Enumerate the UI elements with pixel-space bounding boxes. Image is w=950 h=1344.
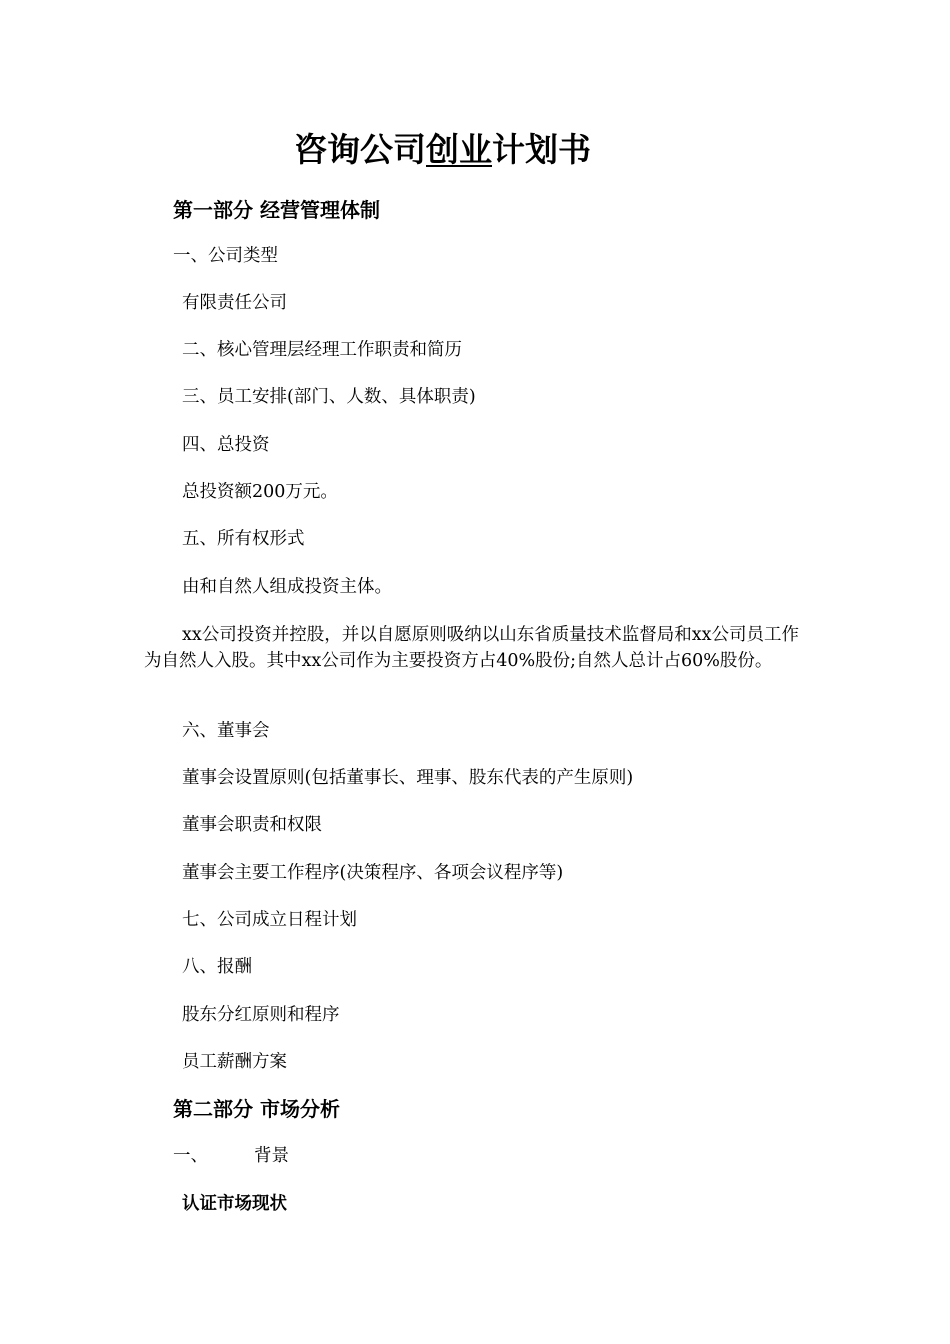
section-staff-arrangement: 三、员工安排(部门、人数、具体职责) (182, 387, 476, 407)
title-underlined-word: 创业 (426, 130, 492, 169)
total-investment-value: 总投资额200万元。 (182, 482, 338, 502)
section-schedule: 七、公司成立日程计划 (182, 910, 357, 930)
ownership-paragraph: xx公司投资并控股，并以自愿原则吸纳以山东省质量技术监督局和xx公司员工作为自然人入股。其中xx公司作为主要投资方占40%股份;自然人总计占60%股份。 (144, 625, 799, 671)
section-remuneration: 八、报酬 (182, 957, 252, 977)
ownership-form-value: 由和自然人组成投资主体。 (182, 577, 392, 597)
section-background (173, 1144, 289, 1168)
title-suffix: 计划书 (492, 130, 591, 169)
board-procedures: 董事会主要工作程序(决策程序、各项会议程序等) (182, 863, 564, 883)
subheading-market-status: 认证市场现状 (182, 1194, 287, 1214)
section-company-type: 一、公司类型 (173, 246, 278, 266)
salary-plan: 员工薪酬方案 (182, 1052, 287, 1072)
section-ownership-form: 五、所有权形式 (182, 529, 305, 549)
part1-heading: 第一部分 经营管理体制 (173, 198, 380, 222)
part2-heading: 第二部分 市场分析 (173, 1097, 340, 1121)
section-background-title: 背景 (254, 1146, 289, 1166)
board-duties: 董事会职责和权限 (182, 815, 322, 835)
section-total-investment: 四、总投资 (182, 435, 270, 455)
document-title (0, 126, 885, 174)
dividend-principles: 股东分红原则和程序 (182, 1005, 340, 1025)
section-background-number: 一、 (173, 1146, 208, 1166)
section-board: 六、董事会 (182, 721, 270, 741)
board-principles: 董事会设置原则(包括董事长、理事、股东代表的产生原则) (182, 768, 634, 788)
title-prefix: 咨询公司 (294, 130, 426, 169)
company-type-value: 有限责任公司 (182, 293, 287, 313)
section-core-management: 二、核心管理层经理工作职责和简历 (182, 340, 462, 360)
